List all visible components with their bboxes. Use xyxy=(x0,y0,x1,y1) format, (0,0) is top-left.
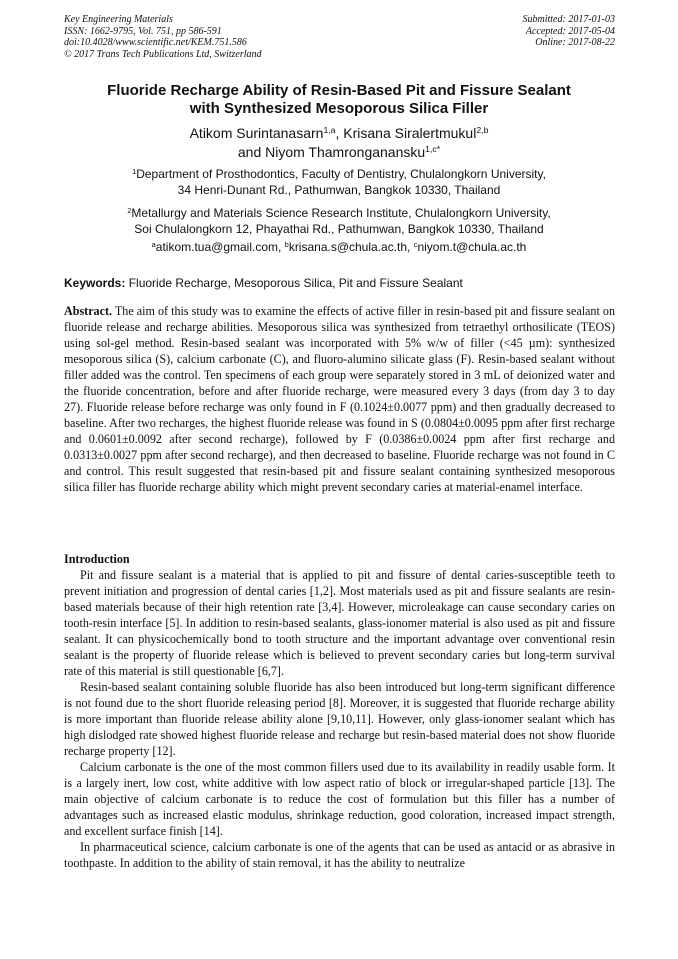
introduction-heading: Introduction xyxy=(64,552,130,566)
abstract-text: The aim of this study was to examine the effects of active filler in resin-based pit and fissure sealant on fluoride release and recharge abilities. Mesoporous silica was synthesized from tetraethyl orthosilicate (TEOS) using sol-gel method. Resin-based sealant was incorporated with 5% w/w of filler (<45 µm): synthesized mesoporous silica (S), calcium carbonate (C), and fluoro-alumino silicate glass (F). Resin-based sealant without filler added was the control. Ten specimens of each group were separately stored in 3 mL of deionized water and the fluoride concentration, before and after fluoride recharge, were measured every 3 days (from day 3 to day 27). Fluoride release before recharge was only found in F (0.1024±0.0077 ppm) and then gradually decreased to baseline. After two recharges, the highest fluoride release was found in S (0.0804±0.0095 ppm after first recharge and 0.0601±0.0092 after second recharge), followed by F (0.0386±0.0024 ppm after first recharge and 0.0313±0.0027 ppm after second recharge), and then decreased to baseline. Fluoride recharge was not found in C and control. This result suggested that resin-based pit and fissure sealant containing synthesized mesoporous silica filler has fluoride recharge ability which might prevent secondary caries at material-enamel interface. xyxy=(64,304,615,494)
affiliation-1-line-2: 34 Henri-Dunant Rd., Pathumwan, Bangkok 10330, Thailand xyxy=(177,183,501,197)
journal-name: Key Engineering Materials xyxy=(64,14,173,25)
author-and: and xyxy=(237,144,266,160)
intro-paragraph: Pit and fissure sealant is a material that is applied to pit and fissure of dental caries-susceptible teeth to prevent initiation and progression of dental caries [1,2]. Most materials used as pit and fissure sealants are resin-based materials because of their high retention rate [3,4]. However, microleakage can cause secondary caries on tooth-resin interface [5]. In addition to resin-based sealants, glass-ionomer material is also used as pit and fissure sealant. It can physicochemically bond to tooth structure and the important advantage over conventional resin sealant is the property of fluoride release which is believed to prevent secondary caries but long-term survival rate of this material is still questionable [6,7]. xyxy=(64,568,615,678)
copyright-line: © 2017 Trans Tech Publications Ltd, Switzerland xyxy=(64,48,262,60)
affiliation-2 xyxy=(60,205,618,237)
doi-line: doi:10.4028/www.scientific.net/KEM.751.586 xyxy=(64,37,247,49)
title-line-2: with Synthesized Mesoporous Silica Filler xyxy=(189,100,489,117)
submitted-date: Submitted: 2017-01-03 xyxy=(522,14,615,25)
intro-paragraph: Resin-based sealant containing soluble fluoride has also been introduced but long-term significant difference is not found due to the short fluoride releasing period [8]. Moreover, it is suggested that fluoride recharge ability is more important than fluoride release ability alone [9,10,11]. However, only glass-ionomer sealant which has high dislodged rate showed highest fluoride release and recharge but resin-based material does not show fluoride recharge property [12]. xyxy=(64,680,615,758)
author-line-2 xyxy=(60,143,618,162)
keywords xyxy=(64,276,615,291)
email-a: atikom.tua@gmail.com, xyxy=(155,240,285,254)
email-c-sup: c xyxy=(413,239,418,249)
accepted-date: Accepted: 2017-05-04 xyxy=(525,25,615,37)
author-2: Krisana Siralertmukul xyxy=(343,125,477,141)
keywords-text: Fluoride Recharge, Mesoporous Silica, Pit and Fissure Sealant xyxy=(125,276,463,290)
affiliation-2-number: 2 xyxy=(127,205,132,215)
email-line xyxy=(60,239,618,255)
affiliation-1-text: Department of Prosthodontics, Faculty of Dentistry, Chulalongkorn University, xyxy=(136,167,546,181)
author-1-sup: 1,a xyxy=(323,125,336,136)
email-c: niyom.t@chula.ac.th xyxy=(417,240,527,254)
email-b: krisana.s@chula.ac.th, xyxy=(288,240,414,254)
paper-title xyxy=(60,82,618,118)
affiliation-2-line-2: Soi Chulalongkorn 12, Phayathai Rd., Pathumwan, Bangkok 10330, Thailand xyxy=(134,222,544,236)
author-list xyxy=(60,124,618,162)
affiliation-2-text: Metallurgy and Materials Science Research Institute, Chulalongkorn University, xyxy=(131,206,551,220)
introduction-body xyxy=(64,567,615,871)
keywords-label: Keywords: xyxy=(64,276,126,290)
author-3: Niyom Thamronganansku xyxy=(265,144,426,160)
dates-info xyxy=(523,14,616,49)
journal-info xyxy=(64,14,262,60)
affiliation-1-line-1 xyxy=(60,166,618,182)
author-2-sup: 2,b xyxy=(476,125,489,136)
intro-paragraph: Calcium carbonate is the one of the most common fillers used due to its availability in readily usable form. It is a largely inert, low cost, white additive with low aspect ratio of block or irregular-shaped particle [13]. The main objective of calcium carbonate is to reduce the cost of formulation but this filler has a number of advantages such as increased elastic modulus, shrinkage reduction, good coloration, increased impact strength, and excellent surface finish [14]. xyxy=(64,760,615,838)
email-b-sup: b xyxy=(284,239,289,249)
author-separator: , xyxy=(335,125,344,141)
affiliation-2-line-1 xyxy=(60,205,618,221)
intro-paragraph: In pharmaceutical science, calcium carbonate is one of the agents that can be used as antacid or as abrasive in toothpaste. In addition to the ability of stain removal, it has the ability to neutralize xyxy=(64,840,615,870)
affiliation-1-number: 1 xyxy=(132,166,137,176)
online-date: Online: 2017-08-22 xyxy=(535,37,615,49)
issn-line: ISSN: 1662-9795, Vol. 751, pp 586-591 xyxy=(64,25,222,37)
author-1: Atikom Surintanasarn xyxy=(189,125,324,141)
email-a-sup: a xyxy=(151,239,156,249)
author-3-sup: 1,c* xyxy=(425,144,441,155)
title-line-1: Fluoride Recharge Ability of Resin-Based Pit and Fissure Sealant xyxy=(107,82,571,99)
author-line-1 xyxy=(60,124,618,143)
abstract xyxy=(64,303,615,495)
abstract-label: Abstract. xyxy=(64,304,113,318)
affiliation-1 xyxy=(60,166,618,198)
